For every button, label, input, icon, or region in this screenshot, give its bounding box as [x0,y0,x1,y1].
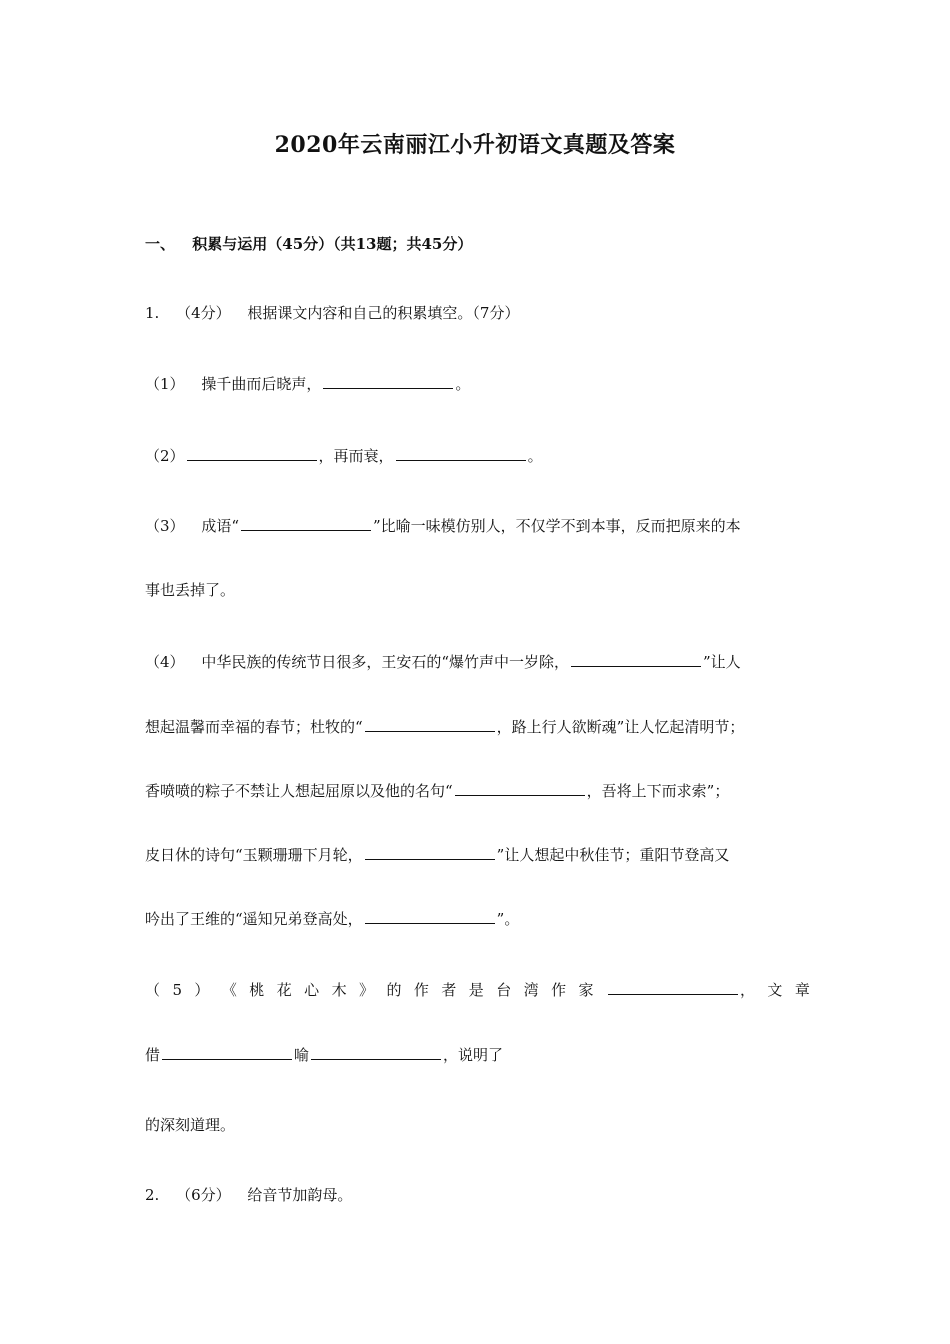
answer-blank[interactable] [311,1043,441,1060]
item-text: 。 [527,447,543,465]
char: ， [739,981,755,999]
item-text: 。 [455,375,471,393]
item-number: （1） [145,375,185,393]
item-text: ”让人想起中秋佳节；重阳节登高又 [496,846,730,864]
blank-group [606,978,755,1001]
question-number: 1. [145,304,160,322]
question-score: （4分） [176,304,231,322]
item-text: 借 [145,1046,161,1064]
item-text: 喻 [294,1046,310,1064]
char: 作 [551,981,567,999]
item-text: ，再而衰， [318,447,394,465]
item-5-line-3: 的深刻道理。 [145,1116,236,1134]
item-text: ，路上行人欲断魂”让人忆起清明节； [496,718,745,736]
answer-blank[interactable] [241,514,371,531]
answer-blank[interactable] [396,444,526,461]
answer-blank[interactable] [162,1043,292,1060]
char: 心 [304,981,320,999]
item-2 [145,444,810,467]
char: 作 [413,981,429,999]
char: 台 [496,981,512,999]
item-5-line-1 [145,978,810,1001]
page-title: 2020年云南丽江小升初语文真题及答案 [274,132,676,158]
item-text: ”。 [496,910,520,928]
char: 《 [221,981,237,999]
char: 是 [468,981,484,999]
item-text: 皮日休的诗句“玉颗珊珊下月轮， [145,846,363,864]
item-4-line-1 [145,650,810,673]
char: 花 [276,981,292,999]
item-number: （3） [145,517,185,535]
item-3 [145,514,810,537]
item-text: 操千曲而后晓声， [201,375,322,393]
item-4-line-4 [145,843,810,866]
answer-blank[interactable] [365,843,495,860]
question-score: （6分） [176,1186,231,1204]
item-text: 成语“ [201,517,239,535]
section-title: 积累与运用（45分）（共13题；共45分） [192,235,473,253]
answer-blank[interactable] [455,779,585,796]
item-text: ，吾将上下而求索”； [586,782,730,800]
char: ） [194,981,210,999]
item-text: ”比喻一味模仿别人，不仅学不到本事，反而把原来的本 [373,517,741,535]
item-text: 想起温馨而幸福的春节；杜牧的“ [145,718,363,736]
item-text: ”让人 [703,653,741,671]
char: 木 [331,981,347,999]
char: 者 [441,981,457,999]
char: 家 [578,981,594,999]
section-number: 一、 [145,235,176,253]
char: （ [145,981,161,999]
question-number: 2. [145,1186,160,1204]
question-prompt: 给音节加韵母。 [247,1186,353,1204]
char: 桃 [249,981,265,999]
answer-blank[interactable] [608,978,738,995]
item-text: ，说明了 [443,1046,504,1064]
char: 湾 [523,981,539,999]
item-5-line-2 [145,1043,810,1066]
item-number: （2） [145,447,185,465]
item-4-line-5 [145,907,810,930]
char: 》 [359,981,375,999]
section-heading [145,233,810,255]
answer-blank[interactable] [571,650,701,667]
answer-blank[interactable] [323,372,453,389]
char: 文 [767,981,783,999]
item-4-line-3 [145,779,810,802]
item-number: （4） [145,653,185,671]
item-1 [145,372,810,395]
char: 的 [386,981,402,999]
item-3-continued: 事也丢掉了。 [145,581,236,599]
char: 章 [794,981,810,999]
question-prompt: 根据课文内容和自己的积累填空。（7分） [247,304,520,322]
char: 5 [172,981,182,999]
item-text: 香喷喷的粽子不禁让人想起屈原以及他的名句“ [145,782,453,800]
question-1-header [145,302,810,324]
answer-blank[interactable] [365,907,495,924]
item-4-line-2 [145,715,810,738]
answer-blank[interactable] [365,715,495,732]
item-text: 中华民族的传统节日很多，王安石的“爆竹声中一岁除， [201,653,569,671]
answer-blank[interactable] [187,444,317,461]
item-text: 吟出了王维的“遥知兄弟登高处， [145,910,363,928]
question-2-header [145,1184,810,1206]
